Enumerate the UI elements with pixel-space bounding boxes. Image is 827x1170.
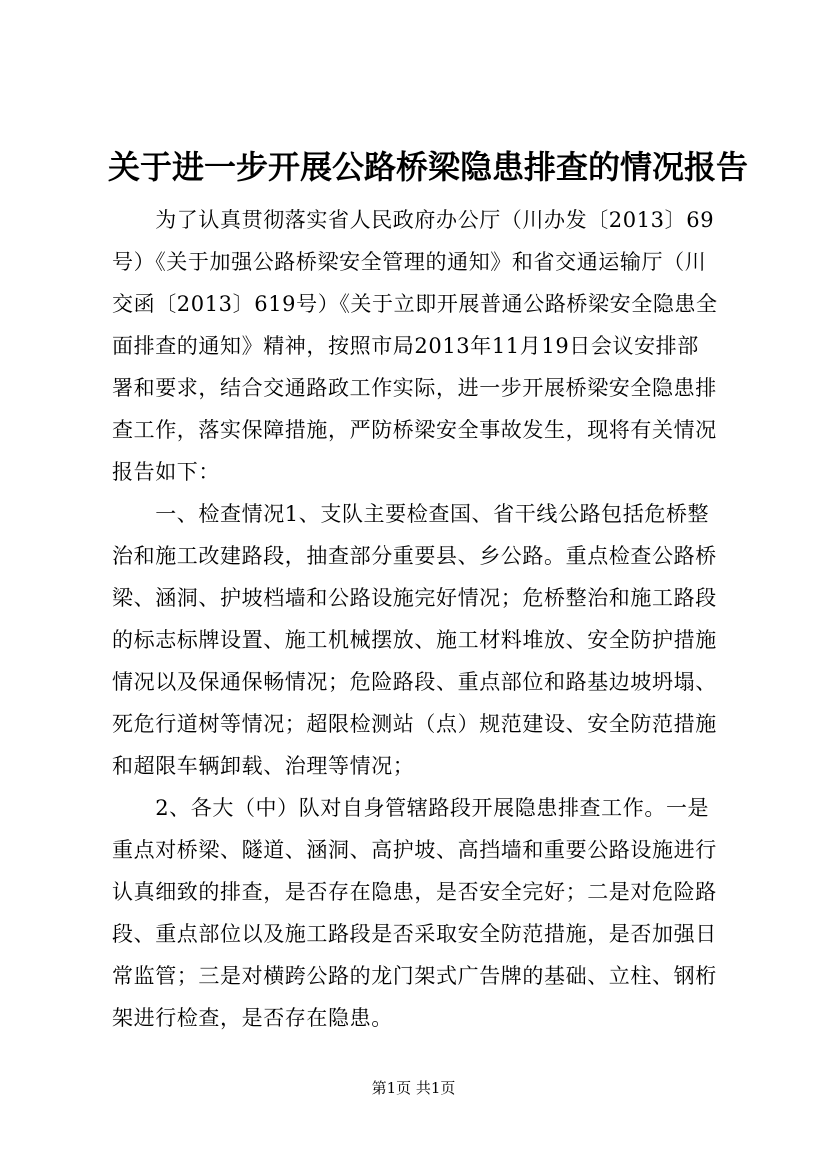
body-line: 一、检查情况1、支队主要检查国、省干线公路包括危桥整 <box>112 502 710 526</box>
body-line: 报告如下： <box>112 460 220 484</box>
body-line: 段、重点部位以及施工路段是否采取安全防范措施，是否加强日 <box>112 922 717 946</box>
body-line: 查工作，落实保障措施，严防桥梁安全事故发生，现将有关情况 <box>112 418 717 442</box>
body-line: 号）《关于加强公路桥梁安全管理的通知》和省交通运输厅（川 <box>112 250 707 274</box>
body-line: 交函〔2013〕619号）《关于立即开展普通公路桥梁安全隐患全 <box>112 292 718 316</box>
body-line: 情况以及保通保畅情况；危险路段、重点部位和路基边坡坍塌、 <box>112 670 717 694</box>
page-footer: 第1页 共1页 <box>371 1079 456 1097</box>
document-body <box>112 199 722 1039</box>
body-line: 面排查的通知》精神，按照市局2013年11月19日会议安排部 <box>112 334 699 358</box>
body-line: 架进行检查，是否存在隐患。 <box>112 1006 393 1030</box>
body-line: 常监管；三是对横跨公路的龙门架式广告牌的基础、立柱、钢桁 <box>112 964 717 988</box>
body-line: 2、各大（中）队对自身管辖路段开展隐患排查工作。一是 <box>112 796 710 820</box>
body-line: 重点对桥梁、隧道、涵洞、高护坡、高挡墙和重要公路设施进行 <box>112 838 717 862</box>
body-line: 梁、涵洞、护坡档墙和公路设施完好情况；危桥整治和施工路段 <box>112 586 717 610</box>
body-line: 认真细致的排查，是否存在隐患，是否安全完好；二是对危险路 <box>112 880 717 904</box>
body-line: 和超限车辆卸载、治理等情况； <box>112 754 415 778</box>
body-line: 的标志标牌设置、施工机械摆放、施工材料堆放、安全防护措施 <box>112 628 717 652</box>
body-line: 为了认真贯彻落实省人民政府办公厅（川办发〔2013〕69 <box>112 208 715 232</box>
body-line: 署和要求，结合交通路政工作实际，进一步开展桥梁安全隐患排 <box>112 376 717 400</box>
body-line: 治和施工改建路段，抽查部分重要县、乡公路。重点检查公路桥 <box>112 544 717 568</box>
document-title: 关于进一步开展公路桥梁隐患排查的情况报告 <box>108 148 749 186</box>
body-line: 死危行道树等情况；超限检测站（点）规范建设、安全防范措施 <box>112 712 717 736</box>
